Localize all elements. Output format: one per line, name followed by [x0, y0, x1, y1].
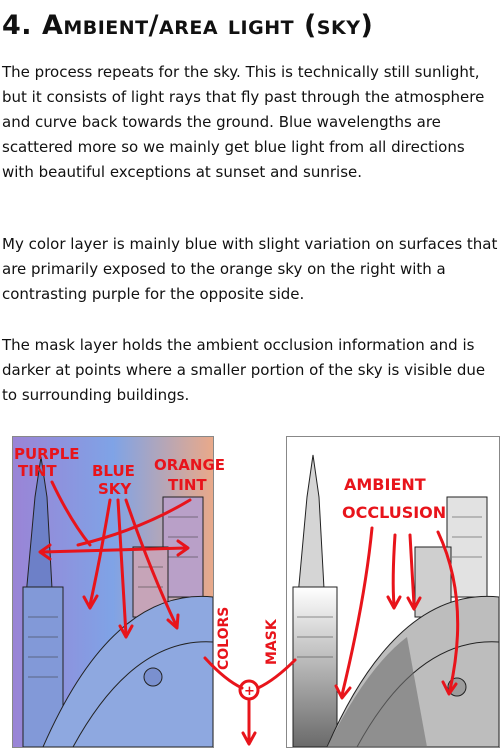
page-title: 4. Ambient/area light (sky): [2, 10, 374, 41]
orange-tint-label-1: ORANGE: [154, 456, 226, 474]
ambient-label-1: AMBIENT: [344, 475, 426, 494]
mask-label: MASK: [264, 619, 280, 665]
purple-tint-label-2: TINT: [18, 462, 57, 480]
ambient-label-2: OCCLUSION: [342, 503, 447, 522]
colors-label: COLORS: [216, 606, 232, 670]
purple-tint-label-1: PURPLE: [14, 445, 80, 463]
blue-sky-label-1: BLUE: [92, 462, 135, 480]
paragraph-color-layer: My color layer is mainly blue with slight variation on surfaces that are primarily exposed to the orange sky on the right with a contrasting purple for the opposite side.: [2, 235, 498, 303]
blue-sky-label-2: SKY: [98, 480, 132, 498]
multiply-symbol: +: [244, 684, 255, 699]
orange-tint-label-2: TINT: [168, 476, 207, 494]
paragraph-sky-process: The process repeats for the sky. This is technically still sunlight, but it consists of light rays that fly past through the atmosphere and curve back towards the ground. Blue wavelengths are scattered more so we mainly get blue light from all directions with beautiful exceptions at sunset and sunrise.: [2, 63, 485, 181]
paragraph-mask-layer: The mask layer holds the ambient occlusion information and is darker at points where a smaller portion of the sky is visible due to surrounding buildings.: [2, 336, 486, 404]
